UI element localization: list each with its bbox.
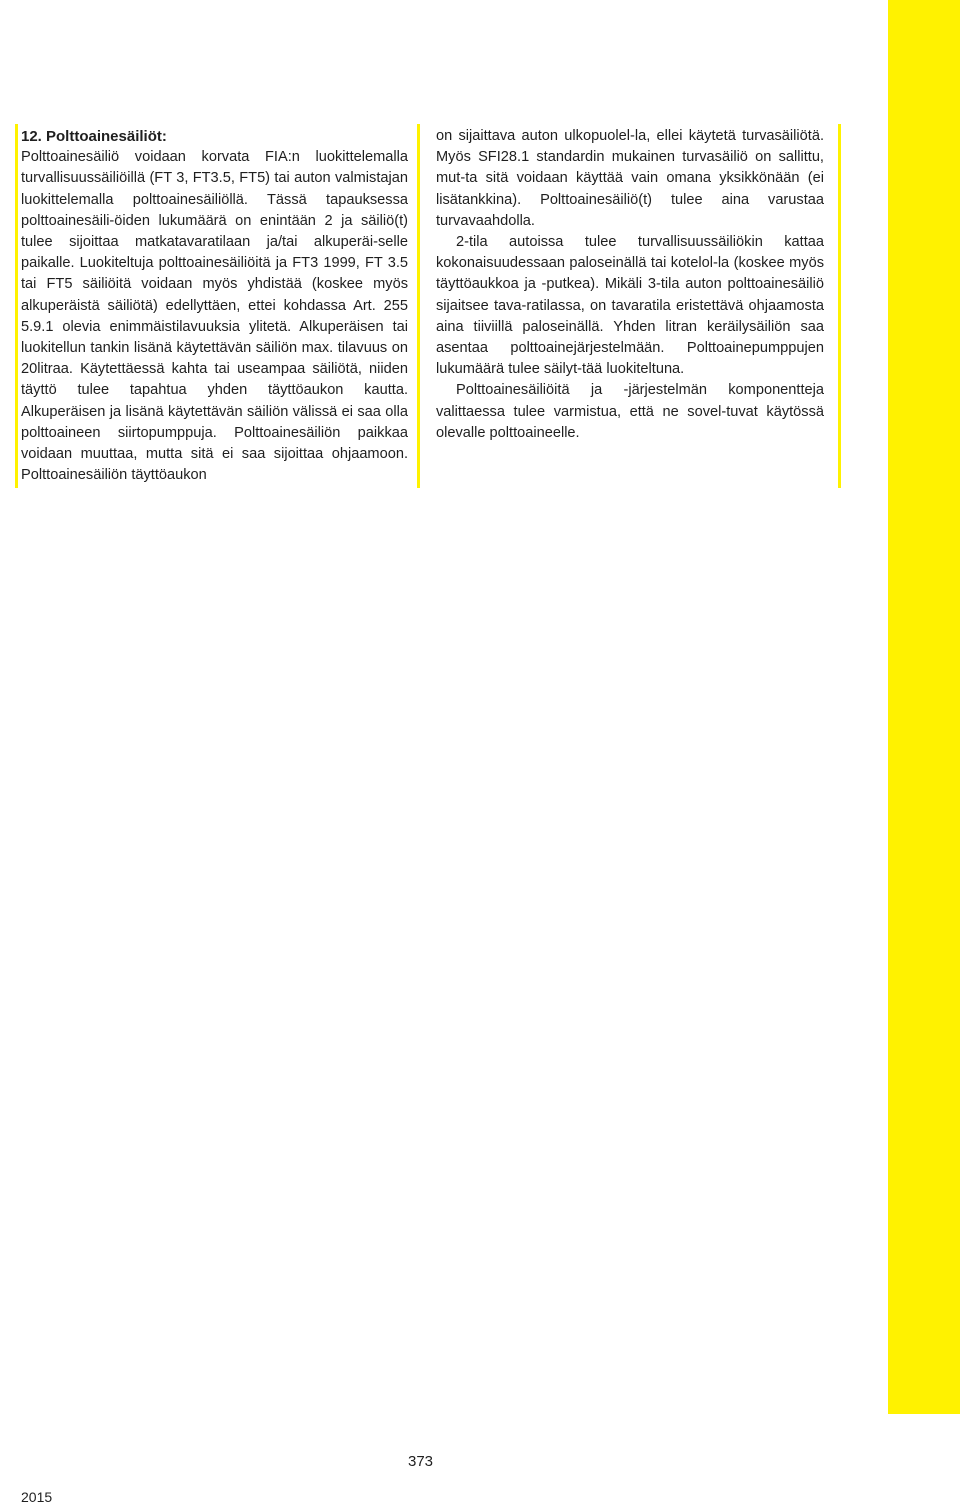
section-heading: 12. Polttoainesäiliöt:: [21, 128, 167, 145]
column-rule-left: [15, 124, 18, 488]
right-column: [436, 126, 824, 444]
left-paragraph: Polttoainesäiliö voidaan korvata FIA:n luokittelemalla turvallisuussäiliöillä (FT 3, FT3.5, FT5) tai auton valmistajan luokittelemalla polttoainesäiliöllä. Tässä tapauksessa polttoainesäili-öiden lukumäärä on enintään 2 ja säiliö(t) tulee sijoittaa matkatavaratilaan ja/tai alkuperäi-selle paikalle. Luokiteltuja polttoainesäiliöitä ja FT3 1999, FT 3.5 tai FT5 säiliöitä voidaan myös yhdistää (koskee myös alkuperäistä säiliötä) edellyttäen, ettei kohdassa Art. 255 5.9.1 olevia enimmäistilavuuksia ylitetä. Alkuperäisen tai luokitellun tankin lisänä käytettävän säiliön max. tilavuus on 20litraa. Käytettäessä kahta tai useampaa säiliötä, niiden täyttö tulee tapahtua yhden täyttöaukon kautta. Alkuperäisen ja lisänä käytettävän säiliön välissä ei saa olla polttoaineen siirtopumppuja. Polttoainesäiliön paikkaa voidaan muuttaa, mutta sitä ei saa sijoittaa ohjaamoon. Polttoainesäiliön täyttöaukon: [21, 149, 408, 484]
right-paragraph-3: Polttoainesäiliöitä ja -järjestelmän komponentteja valittaessa tulee varmistua, että ne sovel-tuvat käytössä olevalle polttoaineelle.: [436, 382, 824, 441]
page-number: 373: [408, 1453, 434, 1470]
column-rule-right: [838, 124, 841, 488]
footer-year: 2015: [21, 1489, 53, 1505]
right-paragraph-1: on sijaittava auton ulkopuolel-la, ellei käytetä turvasäiliötä. Myös SFI28.1 standardin mukainen turvasäiliö on sallittu, mut-ta sitä voidaan käyttää vain omana yksikkönään (ei lisätankkina). Polttoainesäiliö(t) tulee aina varustaa turvavaahdolla.: [436, 128, 824, 229]
yellow-margin-band: [888, 0, 960, 1414]
right-paragraph-2: 2-tila autoissa tulee turvallisuussäiliökin kattaa kokonaisuudessaan paloseinällä tai kotelol-la (koskee myös täyttöaukkoa ja -putkea). Mikäli 3-tila auton polttoainesäiliö sijaitsee tava-ratilassa, on tavaratila eristettävä ohjaamosta aina tiiviillä paloseinällä. Yhden litran keräilysäiliön saa asentaa polttoainejärjestelmään. Polttoainepumppujen lukumäärä tulee säilyt-tää luokiteltuna.: [436, 234, 824, 378]
column-rule-middle: [417, 124, 420, 488]
left-column: [21, 126, 408, 486]
